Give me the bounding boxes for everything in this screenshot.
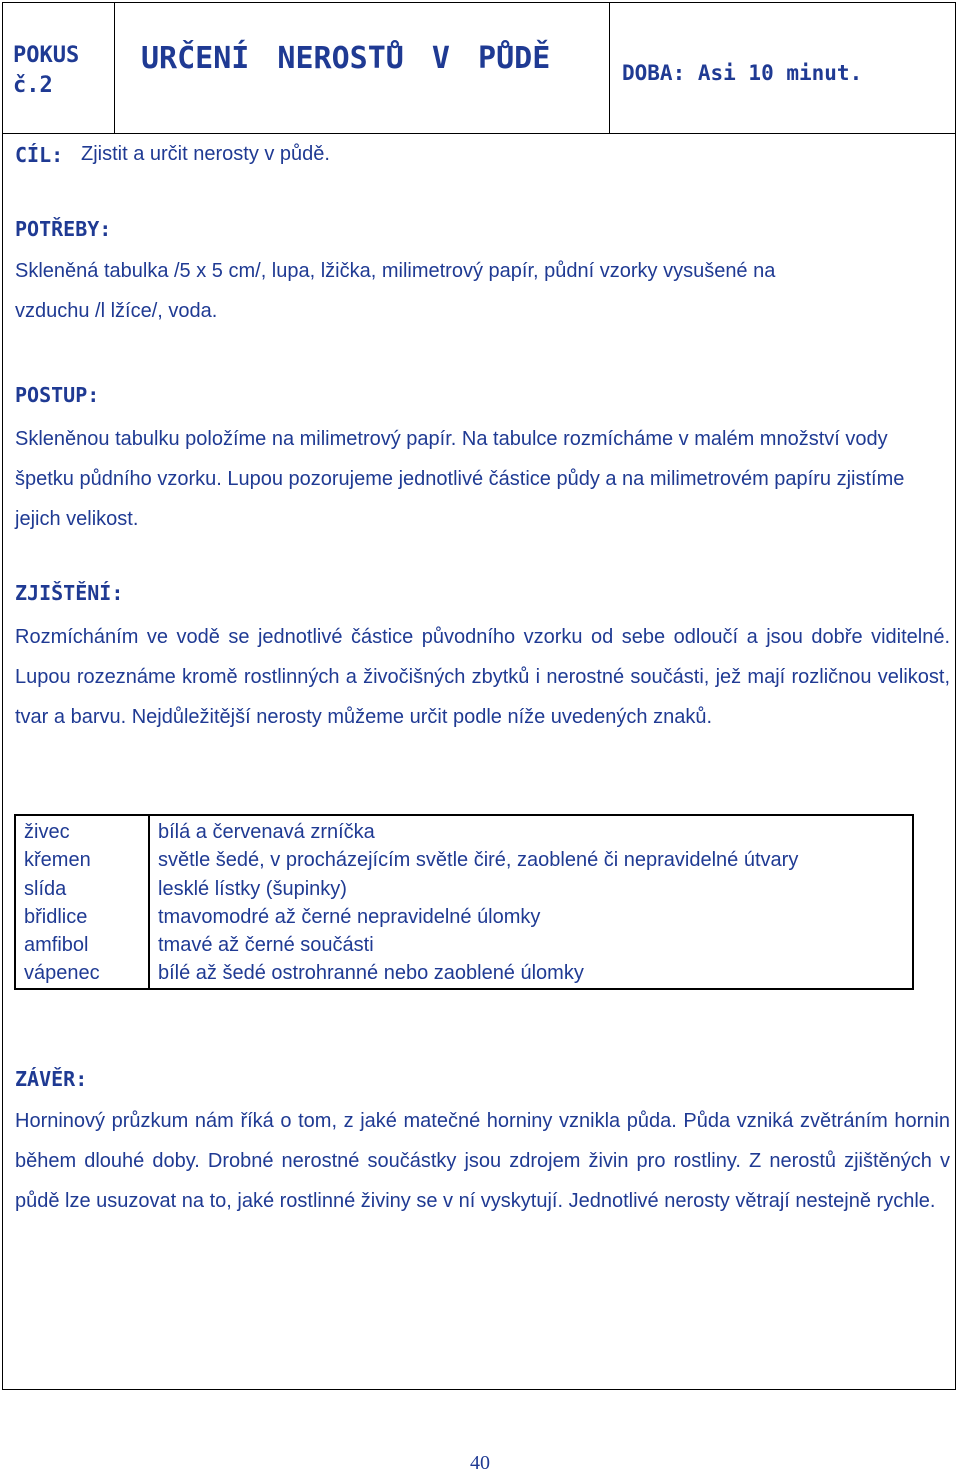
title-cell: [115, 3, 610, 133]
table-row: [15, 815, 913, 989]
mineral-name-cell: [15, 815, 149, 989]
cil-text: Zjistit a určit nerosty v půdě.: [81, 143, 330, 165]
mineral-description: tmavé až černé součásti: [158, 934, 374, 957]
postup-label: POSTUP:: [15, 383, 100, 407]
zjisteni-label: ZJIŠTĚNÍ:: [15, 581, 124, 605]
mineral-description: bílá a červenavá zrníčka: [158, 821, 375, 843]
mineral-name: slída: [24, 877, 67, 900]
duration-label: DOBA: Asi 10 minut.: [622, 61, 863, 85]
zaver-label: ZÁVĚR:: [15, 1067, 88, 1091]
postup-text: Skleněnou tabulku položíme na milimetrový papír. Na tabulce rozmícháme v malém množství vody špetku půdního vzorku. Lupou pozorujeme jednotlivé částice půdy a na milimetrovém papíru zjistíme jejich velikost.: [15, 428, 905, 530]
potreby-text: Skleněná tabulka /5 x 5 cm/, lupa, lžička, milimetrový papír, půdní vzorky vysušené na vzduchu /l lžíce/, voda.: [15, 260, 776, 322]
mineral-name: břidlice: [24, 905, 88, 928]
experiment-number: POKUS č.2: [13, 43, 80, 98]
mineral-description: tmavomodré až černé nepravidelné úlomky: [158, 905, 541, 928]
mineral-description-cell: [149, 815, 913, 989]
mineral-name: amfibol: [24, 934, 89, 957]
potreby-label: POTŘEBY:: [15, 217, 112, 241]
mineral-description: lesklé lístky (šupinky): [158, 877, 347, 900]
minerals-table: [14, 814, 914, 990]
header-row: [3, 3, 955, 134]
page-number: 40: [470, 1452, 490, 1474]
zaver-text: Horninový průzkum nám říká o tom, z jaké matečné horniny vznikla půda. Půda vzniká zvětráním hornin během dlouhé doby. Drobné nerostné součástky jsou zdrojem živin pro rostliny. Z nerostů zjištěných v půdě lze usuzovat na to, jaké rostlinné živiny se v ní vyskytují. Jednotlivé nerosty větrají nestejně rychle.: [15, 1110, 950, 1212]
zjisteni-text: Rozmícháním ve vodě se jednotlivé částice původního vzorku od sebe odloučí a jsou dobře viditelné. Lupou rozeznáme kromě rostlinných a živočišných zbytků i nerostné součásti, jež mají rozličnou velikost, tvar a barvu. Nejdůležitější nerosty můžeme určit podle níže uvedených znaků.: [15, 626, 950, 728]
mineral-description: světle šedé, v procházejícím světle čiré, zaoblené či nepravidelné útvary: [158, 849, 799, 872]
pokus-cell: [3, 3, 115, 133]
page-title: URČENÍ NEROSTŮ V PŮDĚ: [141, 41, 551, 76]
mineral-name: křemen: [24, 849, 91, 872]
mineral-name: vápenec: [24, 962, 100, 985]
mineral-name: živec: [24, 821, 70, 843]
worksheet-frame: [2, 2, 956, 1390]
cil-label: CÍL:: [15, 143, 64, 167]
mineral-description: bílé až šedé ostrohranné nebo zaoblené úlomky: [158, 962, 584, 985]
duration-cell: [610, 3, 955, 133]
